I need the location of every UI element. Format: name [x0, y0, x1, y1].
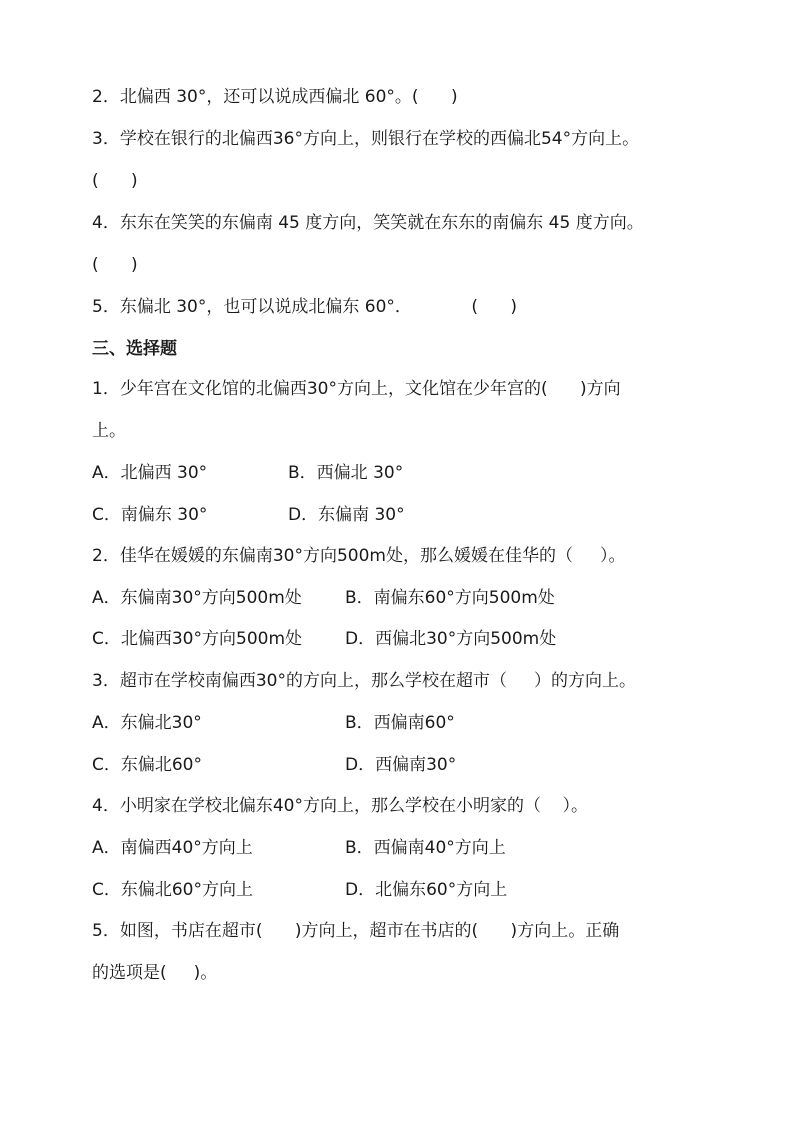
- judgement-item-3: 3．学校在银行的北偏西36°方向上，则银行在学校的西偏北54°方向上。: [92, 129, 640, 149]
- question-1-stem: 1．少年宫在文化馆的北偏西30°方向上，文化馆在少年宫的( )方向: [92, 379, 621, 399]
- question-2-option-d: D．西偏北30°方向500m处: [345, 629, 557, 649]
- question-2-option-a: A．东偏南30°方向500m处: [92, 588, 302, 608]
- question-1-stem-cont: 上。: [92, 421, 126, 441]
- question-2-stem: 2．佳华在媛媛的东偏南30°方向500m处，那么媛媛在佳华的（ ）。: [92, 546, 626, 566]
- question-1-option-a: A．北偏西 30°: [92, 463, 208, 483]
- question-3-option-a: A．东偏北30°: [92, 713, 202, 733]
- question-1-option-d: D．东偏南 30°: [288, 505, 405, 525]
- question-4-option-c: C．东偏北60°方向上: [92, 880, 254, 900]
- judgement-item-4: 4．东东在笑笑的东偏南 45 度方向，笑笑就在东东的南偏东 45 度方向。: [92, 213, 644, 233]
- question-4-option-d: D．北偏东60°方向上: [345, 880, 508, 900]
- judgement-item-3-answer: ( ): [92, 171, 138, 191]
- judgement-item-2: 2．北偏西 30°，还可以说成西偏北 60°。( ): [92, 87, 458, 107]
- question-1-option-b: B．西偏北 30°: [288, 463, 404, 483]
- question-3-stem: 3．超市在学校南偏西30°的方向上，那么学校在超市（ ）的方向上。: [92, 671, 636, 691]
- question-4-option-a: A．南偏西40°方向上: [92, 838, 253, 858]
- question-2-option-b: B．南偏东60°方向500m处: [345, 588, 555, 608]
- question-4-stem: 4．小明家在学校北偏东40°方向上，那么学校在小明家的（ ）。: [92, 796, 589, 816]
- question-1-option-c: C．南偏东 30°: [92, 505, 208, 525]
- question-2-option-c: C．北偏西30°方向500m处: [92, 629, 303, 649]
- section-title: 三、选择题: [92, 339, 177, 359]
- judgement-item-5: 5．东偏北 30°，也可以说成北偏东 60°． ( ): [92, 297, 518, 317]
- question-5-stem: 5．如图，书店在超市( )方向上，超市在书店的( )方向上。正确: [92, 921, 620, 941]
- question-3-option-b: B．西偏南60°: [345, 713, 455, 733]
- judgement-item-4-answer: ( ): [92, 255, 138, 275]
- question-4-option-b: B．西偏南40°方向上: [345, 838, 506, 858]
- question-3-option-d: D．西偏南30°: [345, 755, 457, 775]
- question-5-stem-cont: 的选项是( )。: [92, 963, 218, 983]
- question-3-option-c: C．东偏北60°: [92, 755, 203, 775]
